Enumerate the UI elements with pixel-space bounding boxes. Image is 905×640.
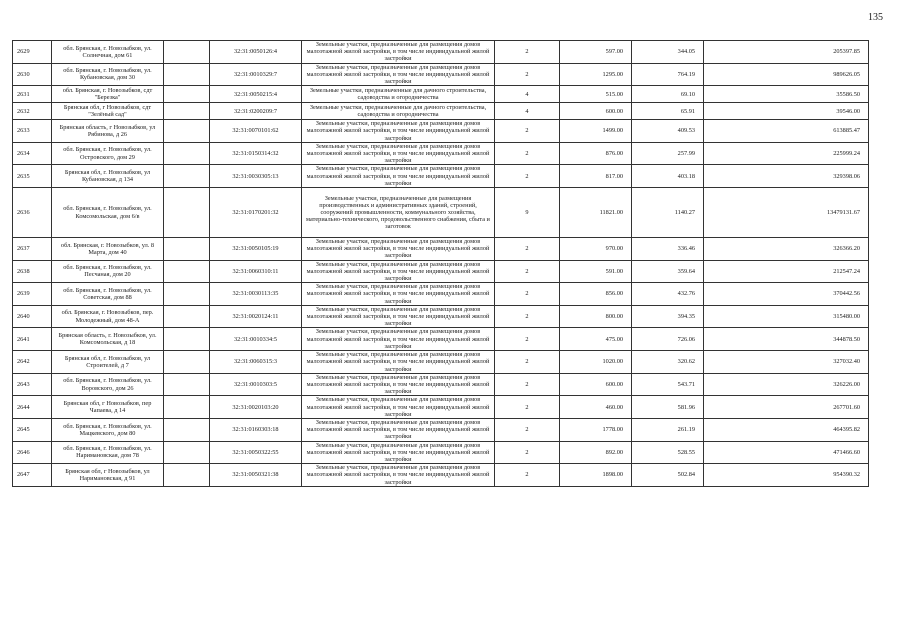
address-cell: обл. Брянская, г. Новозыбков, ул. Комсомольская, дом 6/в [52,188,164,238]
cadastral-number-cell: 32:31:0050322:55 [210,441,302,464]
row-number: 2629 [13,41,52,64]
area-cell: 856.00 [560,283,632,306]
row-number: 2640 [13,305,52,328]
land-use-cell: Земельные участки, предназначенные для размещения домов малоэтажной жилой застройки, в том числе индивидуальной жилой застройки [302,63,495,86]
table-row [13,188,869,238]
address-cell: обл. Брянская, г. Новозыбков, ул. 8 Марта, дом 40 [52,238,164,261]
area-cell: 817.00 [560,165,632,188]
row-number: 2647 [13,464,52,487]
table-row [13,328,869,351]
table-row [13,260,869,283]
empty-cell [164,464,210,487]
land-use-cell: Земельные участки, предназначенные для размещения домов малоэтажной жилой застройки, в том числе индивидуальной жилой застройки [302,260,495,283]
specific-value-cell: 764.19 [632,63,704,86]
land-use-cell: Земельные участки, предназначенные для размещения домов малоэтажной жилой застройки, в том числе индивидуальной жилой застройки [302,120,495,143]
empty-cell [164,351,210,374]
cadastral-number-cell: 32:31:0010334:5 [210,328,302,351]
table-row [13,441,869,464]
land-use-cell: Земельные участки, предназначенные для размещения домов малоэтажной жилой застройки, в том числе индивидуальной жилой застройки [302,165,495,188]
land-use-cell: Земельные участки, предназначенные для размещения домов малоэтажной жилой застройки, в том числе индивидуальной жилой застройки [302,41,495,64]
category-cell: 2 [495,305,560,328]
empty-cell [164,86,210,103]
row-number: 2631 [13,86,52,103]
area-cell: 970.00 [560,238,632,261]
area-cell: 11821.00 [560,188,632,238]
cadastral-number-cell: 32:31:0070101:62 [210,120,302,143]
category-cell: 9 [495,188,560,238]
table-row [13,86,869,103]
row-number: 2632 [13,103,52,120]
cadastral-value-cell: 471466.60 [704,441,869,464]
table-row [13,373,869,396]
specific-value-cell: 528.55 [632,441,704,464]
area-cell: 800.00 [560,305,632,328]
specific-value-cell: 502.84 [632,464,704,487]
specific-value-cell: 69.10 [632,86,704,103]
cadastral-value-cell: 205397.85 [704,41,869,64]
category-cell: 2 [495,120,560,143]
table-row [13,63,869,86]
land-use-cell: Земельные участки, предназначенные для размещения домов малоэтажной жилой застройки, в том числе индивидуальной жилой застройки [302,283,495,306]
row-number: 2638 [13,260,52,283]
page-number: 135 [868,12,883,23]
land-use-cell: Земельные участки, предназначенные для размещения домов малоэтажной жилой застройки, в том числе индивидуальной жилой застройки [302,351,495,374]
cadastral-number-cell: 32:31:0020124:11 [210,305,302,328]
address-cell: обл. Брянская, г. Новозыбков, ул. Наримановская, дом 78 [52,441,164,464]
specific-value-cell: 344.05 [632,41,704,64]
address-cell: обл. Брянская, г. Новозыбков, ул. Кубановская, дом 30 [52,63,164,86]
specific-value-cell: 726.06 [632,328,704,351]
cadastral-value-cell: 212547.24 [704,260,869,283]
empty-cell [164,41,210,64]
table-row [13,305,869,328]
cadastral-value-cell: 344878.50 [704,328,869,351]
table-row [13,418,869,441]
empty-cell [164,238,210,261]
category-cell: 2 [495,396,560,419]
land-use-cell: Земельные участки, предназначенные для размещения домов малоэтажной жилой застройки, в том числе индивидуальной жилой застройки [302,441,495,464]
specific-value-cell: 320.62 [632,351,704,374]
area-cell: 597.00 [560,41,632,64]
category-cell: 4 [495,103,560,120]
cadastral-number-cell: 32:31:0020103:20 [210,396,302,419]
cadastral-value-cell: 326226.00 [704,373,869,396]
cadastral-number-cell: 32:31:0030113:35 [210,283,302,306]
address-cell: обл. Брянская, г. Новозыбков, ул. Песчаная, дом 20 [52,260,164,283]
empty-cell [164,283,210,306]
cadastral-number-cell: 32:31:0150314:32 [210,142,302,165]
address-cell: обл. Брянская, г. Новозыбков, ул. Советская, дом 88 [52,283,164,306]
table-row [13,464,869,487]
land-use-cell: Земельные участки, предназначенные для размещения домов малоэтажной жилой застройки, в том числе индивидуальной жилой застройки [302,142,495,165]
category-cell: 2 [495,351,560,374]
row-number: 2637 [13,238,52,261]
empty-cell [164,63,210,86]
area-cell: 876.00 [560,142,632,165]
category-cell: 2 [495,41,560,64]
land-use-cell: Земельные участки, предназначенные для размещения домов малоэтажной жилой застройки, в том числе индивидуальной жилой застройки [302,396,495,419]
cadastral-value-cell: 315480.00 [704,305,869,328]
row-number: 2641 [13,328,52,351]
address-cell: обл. Брянская, г. Новозыбков, ул. Мацкевского, дом 80 [52,418,164,441]
address-cell: Брянская обл, г Новозыбков, сдт "Зелёный сад" [52,103,164,120]
row-number: 2635 [13,165,52,188]
table-row [13,41,869,64]
cadastral-value-cell: 989626.05 [704,63,869,86]
category-cell: 2 [495,260,560,283]
cadastral-number-cell: 32:31:0060310:11 [210,260,302,283]
category-cell: 2 [495,373,560,396]
table-row [13,120,869,143]
row-number: 2643 [13,373,52,396]
empty-cell [164,103,210,120]
land-use-cell: Земельные участки, предназначенные для размещения домов малоэтажной жилой застройки, в том числе индивидуальной жилой застройки [302,373,495,396]
table-row [13,103,869,120]
row-number: 2646 [13,441,52,464]
category-cell: 2 [495,328,560,351]
area-cell: 515.00 [560,86,632,103]
empty-cell [164,142,210,165]
specific-value-cell: 1140.27 [632,188,704,238]
cadastral-number-cell: 32:31:0010329:7 [210,63,302,86]
empty-cell [164,418,210,441]
cadastral-number-cell: 32:31:0170201:32 [210,188,302,238]
cadastral-value-cell: 327032.40 [704,351,869,374]
row-number: 2645 [13,418,52,441]
area-cell: 600.00 [560,103,632,120]
cadastral-number-cell: 32:31:0050321:38 [210,464,302,487]
row-number: 2633 [13,120,52,143]
area-cell: 1499.00 [560,120,632,143]
address-cell: обл. Брянская, г. Новозыбков, сдт "Березка" [52,86,164,103]
empty-cell [164,305,210,328]
specific-value-cell: 65.91 [632,103,704,120]
row-number: 2642 [13,351,52,374]
address-cell: обл. Брянская, г. Новозыбков, ул. Островского, дом 29 [52,142,164,165]
address-cell: Брянская область, г. Новозыбков, ул. Комсомольская, д 18 [52,328,164,351]
area-cell: 600.00 [560,373,632,396]
land-use-cell: Земельные участки, предназначенные для размещения производственных и административных зданий, строений, сооружений промышленности, коммунального хозяйства, материально-технического, продовольственного снабжения, сбыта и заготовок [302,188,495,238]
empty-cell [164,188,210,238]
category-cell: 2 [495,142,560,165]
cadastral-value-cell: 267701.60 [704,396,869,419]
area-cell: 1898.00 [560,464,632,487]
land-use-cell: Земельные участки, предназначенные для дачного строительства, садоводства и огородничества [302,86,495,103]
area-cell: 591.00 [560,260,632,283]
address-cell: Брянская обл, г Новозыбков, ул Наримановская, д 91 [52,464,164,487]
table-row [13,351,869,374]
category-cell: 2 [495,464,560,487]
area-cell: 1295.00 [560,63,632,86]
cadastral-value-cell: 39546.00 [704,103,869,120]
specific-value-cell: 581.96 [632,396,704,419]
cadastral-value-cell: 613885.47 [704,120,869,143]
land-use-cell: Земельные участки, предназначенные для размещения домов малоэтажной жилой застройки, в том числе индивидуальной жилой застройки [302,238,495,261]
specific-value-cell: 409.53 [632,120,704,143]
table-row [13,142,869,165]
row-number: 2644 [13,396,52,419]
address-cell: обл. Брянская, г. Новозыбков, ул. Воровского, дом 26 [52,373,164,396]
address-cell: Брянская область, г Новозыбков, ул Рябинова, д 26 [52,120,164,143]
category-cell: 2 [495,63,560,86]
cadastral-value-cell: 13479131.67 [704,188,869,238]
category-cell: 2 [495,418,560,441]
cadastral-number-cell: 32:31:0010303:5 [210,373,302,396]
address-cell: Брянская обл, г. Новозыбков, ул Кубановская, д 134 [52,165,164,188]
cadastral-number-cell: 32:31:0160303:18 [210,418,302,441]
category-cell: 2 [495,441,560,464]
cadastral-value-table [12,40,869,487]
empty-cell [164,441,210,464]
address-cell: Брянская обл, г. Новозыбков, ул Строителей, д 7 [52,351,164,374]
land-use-cell: Земельные участки, предназначенные для размещения домов малоэтажной жилой застройки, в том числе индивидуальной жилой застройки [302,464,495,487]
land-use-cell: Земельные участки, предназначенные для дачного строительства, садоводства и огородничества [302,103,495,120]
land-use-cell: Земельные участки, предназначенные для размещения домов малоэтажной жилой застройки, в том числе индивидуальной жилой застройки [302,328,495,351]
specific-value-cell: 257.99 [632,142,704,165]
cadastral-value-cell: 464395.82 [704,418,869,441]
address-cell: обл. Брянская, г. Новозыбков, ул. Солнечная, дом 61 [52,41,164,64]
land-use-cell: Земельные участки, предназначенные для размещения домов малоэтажной жилой застройки, в том числе индивидуальной жилой застройки [302,305,495,328]
cadastral-value-cell: 329398.06 [704,165,869,188]
specific-value-cell: 261.19 [632,418,704,441]
cadastral-number-cell: 32:31:0050105:19 [210,238,302,261]
area-cell: 460.00 [560,396,632,419]
address-cell: Брянская обл, г Новозыбков, пер Чапаева, д 14 [52,396,164,419]
empty-cell [164,120,210,143]
category-cell: 4 [495,86,560,103]
specific-value-cell: 336.46 [632,238,704,261]
cadastral-number-cell: 32:31:0060315:3 [210,351,302,374]
cadastral-number-cell: 32:31:0030305:13 [210,165,302,188]
cadastral-number-cell: 32:31:0050126:4 [210,41,302,64]
empty-cell [164,165,210,188]
empty-cell [164,373,210,396]
category-cell: 2 [495,283,560,306]
area-cell: 892.00 [560,441,632,464]
cadastral-value-cell: 370442.56 [704,283,869,306]
area-cell: 475.00 [560,328,632,351]
category-cell: 2 [495,165,560,188]
empty-cell [164,260,210,283]
table-row [13,283,869,306]
cadastral-number-cell: 32:31:0200209:7 [210,103,302,120]
specific-value-cell: 432.76 [632,283,704,306]
row-number: 2630 [13,63,52,86]
row-number: 2636 [13,188,52,238]
empty-cell [164,396,210,419]
row-number: 2639 [13,283,52,306]
table-row [13,238,869,261]
table-row [13,165,869,188]
cadastral-value-cell: 225999.24 [704,142,869,165]
land-use-cell: Земельные участки, предназначенные для размещения домов малоэтажной жилой застройки, в том числе индивидуальной жилой застройки [302,418,495,441]
specific-value-cell: 543.71 [632,373,704,396]
cadastral-number-cell: 32:31:0050215:4 [210,86,302,103]
area-cell: 1778.00 [560,418,632,441]
specific-value-cell: 359.64 [632,260,704,283]
cadastral-value-cell: 326366.20 [704,238,869,261]
cadastral-value-cell: 954390.32 [704,464,869,487]
table-row [13,396,869,419]
empty-cell [164,328,210,351]
cadastral-value-cell: 35586.50 [704,86,869,103]
specific-value-cell: 394.35 [632,305,704,328]
category-cell: 2 [495,238,560,261]
area-cell: 1020.00 [560,351,632,374]
specific-value-cell: 403.18 [632,165,704,188]
row-number: 2634 [13,142,52,165]
address-cell: обл. Брянская, г. Новозыбков, пер. Молодежный, дом 48-А [52,305,164,328]
